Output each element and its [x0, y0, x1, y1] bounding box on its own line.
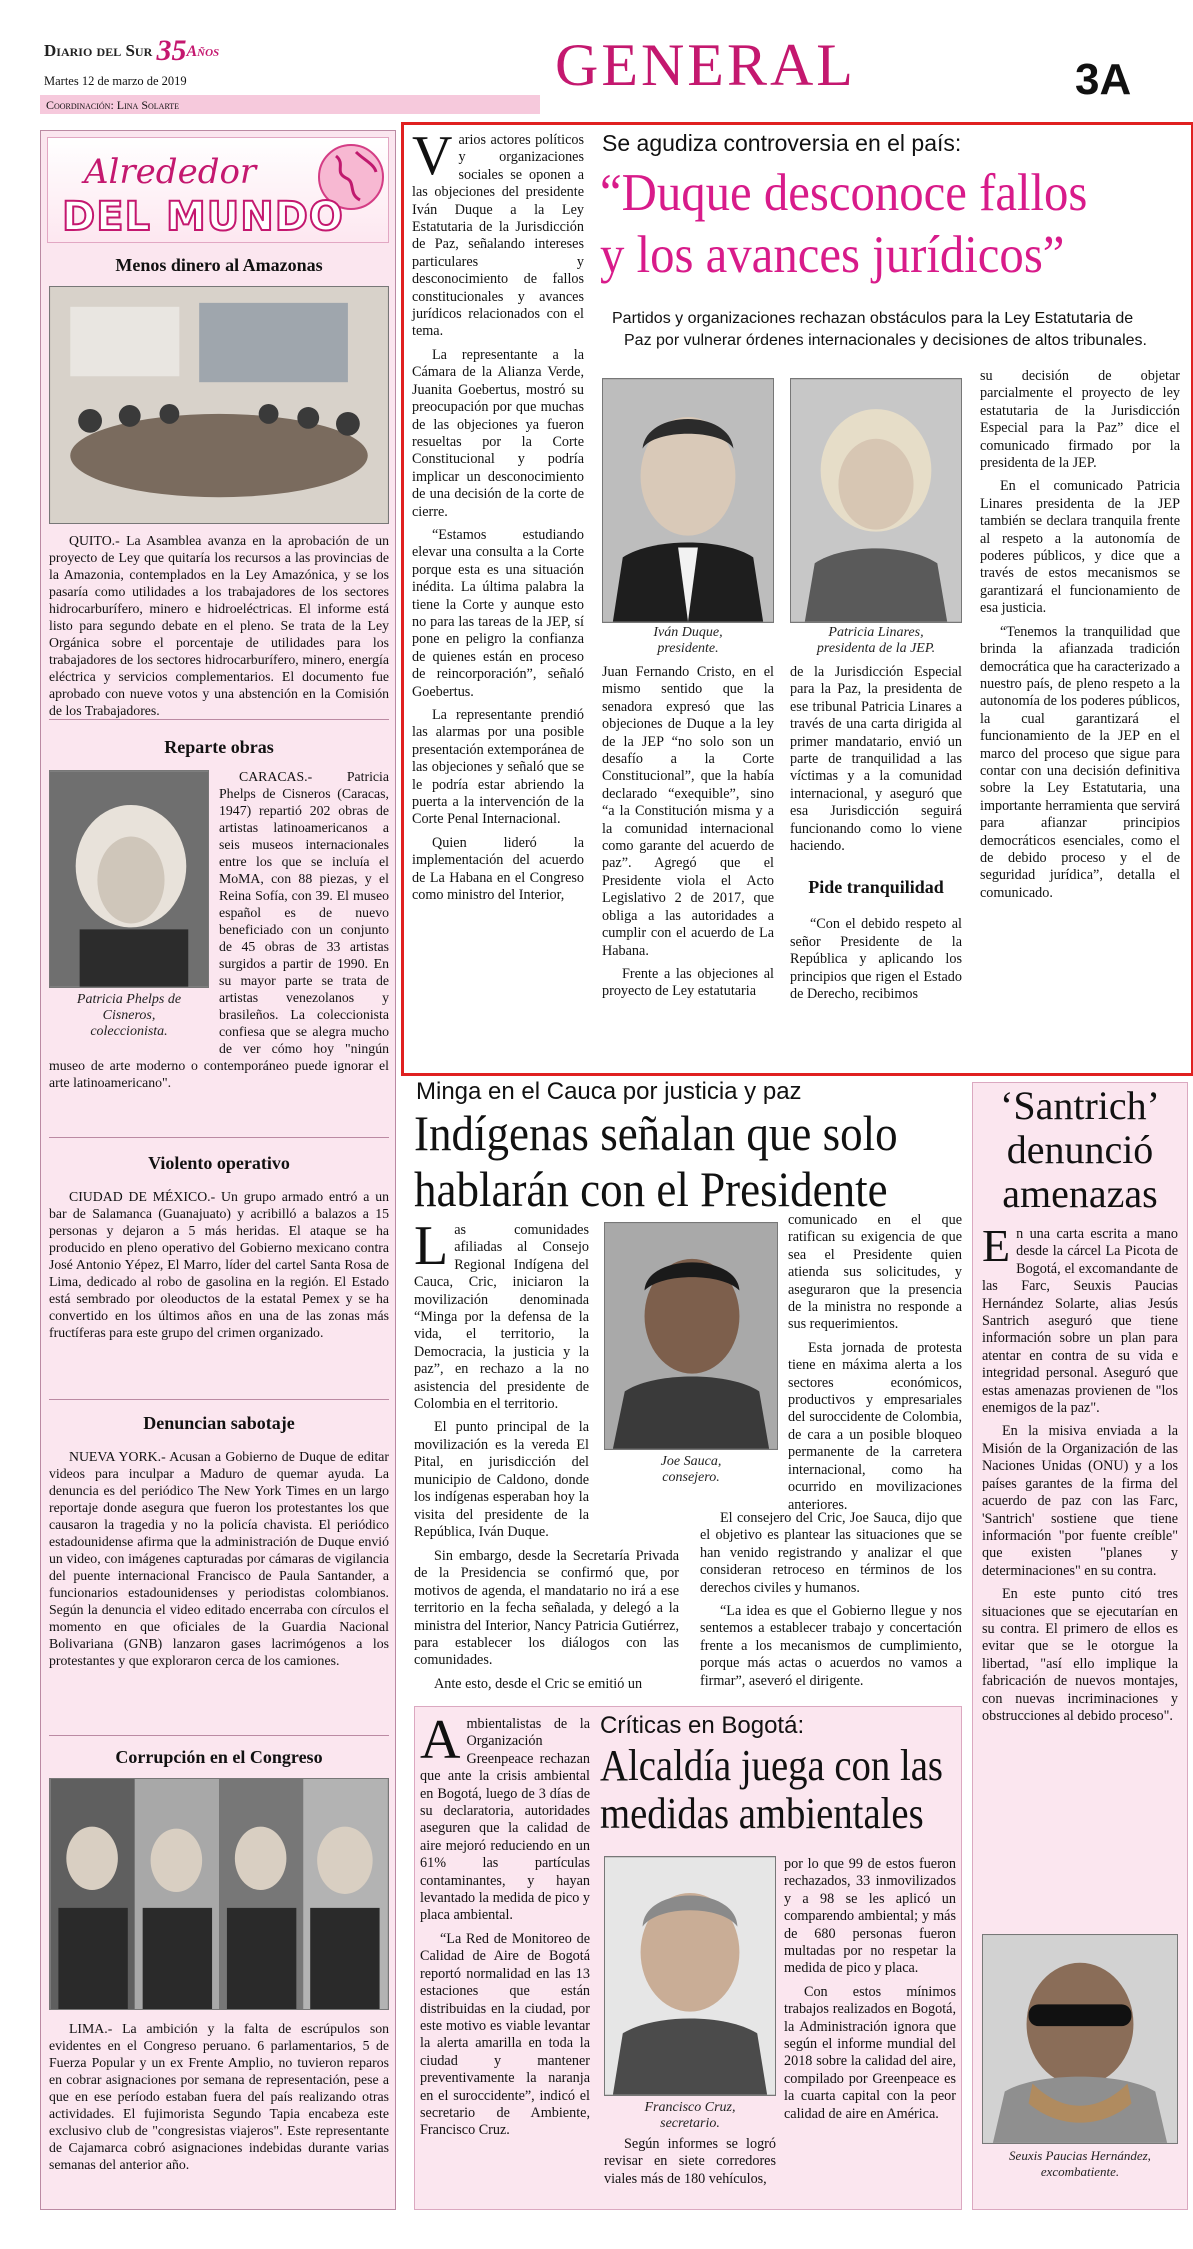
bogota-col-1 [604, 2136, 776, 2188]
cisneros-caption-2: coleccionista. [90, 1024, 168, 1039]
banner-script-title: Alrededor [84, 152, 257, 192]
lead-col-1 [412, 125, 584, 904]
lead-col1-p2: La representante a la Cámara de la Alianza Verde, Juanita Goebertus, mostró su preocupación por que muchas de las objeciones ya fueron resueltas por la Corte Constitucional y podría implicar un desconocimiento de una decisión de la corte de cierre. [412, 346, 584, 520]
sidebar-banner [47, 137, 389, 243]
bogota-col2-p1: por lo que 99 de estos fueron rechazados, 33 inmovilizados y a 98 se les aplicó un comparendo ambiental; y más de 680 personas fueron multadas por no respetar la medida de pico y placa. [784, 1856, 956, 1977]
santrich-p3: En este punto citó tres situaciones que se ejecutarían en su contra. El primero de ellos es evitar que se le otorgue la libertad, "así ello implique la fabricación de nuevos montajes, con nuevas incriminaciones y obstrucciones al debido proceso". [982, 1586, 1178, 1724]
bogota-headline-1: Alcaldía juega con las [600, 1741, 943, 1790]
bogota-col1-p1: Según informes se logró revisar en siete corredores viales más de 180 vehículos, [604, 2136, 776, 2187]
lead-subhead: Pide tranquilidad [808, 877, 944, 898]
cisneros-caption-1: Patricia Phelps de Cisneros, [76, 992, 182, 1023]
minga-col-1 [414, 1215, 589, 1541]
item-title-operativo: Violento operativo [148, 1153, 290, 1173]
item-text-congreso: LIMA.- La ambición y la falta de escrúpulos son evidentes en el Congreso peruano. 6 parlamentarios, 5 de Fuerza Popular y un ex Frente Amplio, no tuvieron reparos en cobrar asignaciones por semana de representación, pese a que en ese período estaban fuera del país realizando otras actividades. El fujimorista Segundo Tapia encabeza este exclusivo club de "congresistas viajeros". Este representante de Cajamarca cobró asignaciones indebidas durante varias semanas del anterior año. [49, 2021, 389, 2172]
lead-headline-1: “Duque desconoce fallos [600, 164, 1088, 222]
duque-caption-1: Iván Duque, [653, 625, 723, 640]
cruz-caption-1: Francisco Cruz, [644, 2100, 736, 2115]
section-title: GENERAL [555, 32, 856, 98]
lead-kicker: Se agudiza controversia en el país: [602, 130, 962, 156]
masthead-logo: Diario del Sur 35Años [44, 34, 220, 67]
cisneros-photo [49, 770, 209, 988]
sauca-caption-1: Joe Sauca, [660, 1454, 722, 1469]
minga-col1-p1: as comunidades afiliadas al Consejo Regional Indígena del Cauca, Cric, iniciaron la movilización denominada “Minga por la defensa de la vida, el territorio, la Democracia, la justicia y la paz”, en rechazo a la no asistencia del presidente de Colombia en el territorio. [414, 1222, 589, 1413]
item-text-operativo: CIUDAD DE MÉXICO.- Un grupo armado entró a un bar de Salamanca (Guanajuato) y acribilló a balazos a 15 personas y dejaron a 5 más heridas. El ataque se ha producido en pleno operativo del Gobierno mexicano contra José Antonio Yépez, El Marro, líder del cartel Santa Rosa de Lima, dedicado al robo de gasolina en la región. El Estado está sembrado por oleoductos de la estatal Pemex y se ha convertido en los últimos años en una de las zonas más fructíferas para este grupo del crimen organizado. [49, 1189, 389, 1340]
anniversary-word: Años [186, 43, 220, 60]
sidebar-around-world [40, 130, 396, 2210]
bogota-dropcap: A [420, 1709, 461, 1771]
santrich-headline-2: denunció [1006, 1127, 1154, 1172]
lead-col4-p1: su decisión de objetar parcialmente el proyecto de ley estatutaria de la Jurisdicción Especial para la Paz” dice el comunicado firmado por la presidenta de la JEP. [980, 368, 1180, 472]
issue-date: Martes 12 de marzo de 2019 [44, 74, 187, 88]
item-title-congreso: Corrupción en el Congreso [115, 1747, 323, 1767]
lead-col-2 [602, 664, 774, 1001]
lead-col3-p2: “Con el debido respeto al señor Presidente de la República y aplicando los principios que rigen el Estado de Derecho, recibimos [790, 916, 962, 1003]
minga-col2-p1: comunicado en el que ratifican su exigencia de que sea el Presidente quien atienda sus solicitudes, y aseguraron que la presencia de la ministra no responde a sus requerimientos. [788, 1212, 962, 1333]
linares-photo [790, 378, 962, 623]
minga-col2-p4: “La idea es que el Gobierno llegue y nos sentemos a establecer trabajo y concertación frente a los mecanismos de cumplimiento, porque más actas o acuerdos no vamos a firmar”, aseveró el dirigente. [700, 1603, 962, 1689]
bogota-col0-p1: mbientalistas de la Organización Greenpeace rechazan que ante la crisis ambiental en Bogotá, luego de 3 días de su declaratoria, autoridades aseguren que la calidad de aire mejoró reduciendo en un 61% las partículas contaminantes, y hayan levantado la medida de pico y placa ambiental. [420, 1716, 590, 1924]
bogota-col2-p2: Con estos mínimos trabajos realizados en Bogotá, la Administración ignora que según el informe mundial del 2018 sobre la calidad del aire, compilado por Greenpeace es la cuarta capital con la peor calidad de aire en América. [784, 1983, 956, 2122]
bogota-headline-2: medidas ambientales [600, 1789, 924, 1838]
page-number: 3A [1075, 55, 1132, 104]
assembly-photo [49, 286, 389, 524]
cruz-caption-2: secretario. [660, 2116, 720, 2131]
minga-kicker: Minga en el Cauca por justicia y paz [416, 1078, 802, 1105]
santrich-headline-1: ‘Santrich’ [1000, 1083, 1160, 1128]
santrich-headline-3: amenazas [1002, 1171, 1158, 1216]
divider-4 [49, 1735, 389, 1736]
lead-col4-p3: “Tenemos la tranquilidad que brinda la afianzada tradición democrática que ha caracterizado a nuestro país, de pleno respeto a la autonomía de los poderes públicos, la cual garantizará el funcionamiento de la JEP en el marco del proceso que sigue para contar con una decisión definitiva sobre la Ley Estatutaria, una importante herramienta que servirá para afianzar principios democráticos esenciales, como el de debido proceso y el de seguridad jurídica”, detalla el comunicado. [980, 623, 1180, 901]
bogota-col-2 [784, 1856, 956, 2123]
duque-caption-2: presidente. [657, 641, 719, 656]
bogota-kicker: Críticas en Bogotá: [600, 1712, 805, 1739]
item-text-sabotaje: NUEVA YORK.- Acusan a Gobierno de Duque de editar videos para inculpar a Maduro de quemar ayuda. La denuncia es del periódico The New York Times en un largo reportaje donde asegura que fueron los protestantes los que causaron la tragedia y no la policía chavista. El periódico estadounidense afirma que la administración de Duque envió un video, con imágenes capturadas por cámaras de vigilancia del puente internacional Francisco de Paula Santander, a funcionarios estadounidenses y periodistas colombianos. Según la denuncia el video editado encerraba con círculos el momento en que oficiales de la Guardia Nacional Bolivariana (GNB) lanzaron gases lacrimógenos a los protestantes y que exploraron cerca de los camiones. [49, 1449, 389, 1668]
minga-col-2-wide [700, 1510, 962, 1690]
divider-1 [49, 719, 389, 720]
santrich-p1: n una carta escrita a mano desde la cárcel La Picota de Bogotá, el excomandante de las Farc, Seuxis Paucias Hernández Solarte, alias Jesús Santrich aseguró que tiene información sobre un plan para atentar en contra de su vida e integridad personal. Aseguró que estas amenazas provienen de "los enemigos de la paz". [982, 1226, 1178, 1417]
lead-col3-p1: de la Jurisdicción Especial para la Paz, la presidenta de ese tribunal Patricia Linares a través de una carta dirigida al primer mandatario, envió un parte de tranquilidad a las víctimas y a la comunidad internacional, y aseguró que esa Jurisdicción seguirá funcionando como lo viene haciendo. [790, 664, 962, 855]
item-title-obras: Reparte obras [164, 737, 274, 757]
bogota-col-0 [420, 1709, 590, 2140]
minga-col-1-wide [414, 1548, 679, 1693]
santrich-dropcap: E [982, 1220, 1011, 1271]
lead-col-3 [790, 664, 962, 1004]
santrich-caption-2: excombatiente. [1040, 2164, 1120, 2179]
bogota-col0-p2: “La Red de Monitoreo de Calidad de Aire de Bogotá reportó normalidad en las 13 estaciones que están distribuidas en la ciudad, por este motivo es viable levantar la alerta amarilla en toda la ciudad y mantener preventivamente la naranja en el suroccidente”, indicó el secretario de Ambiente, Francisco Cruz. [420, 1930, 590, 2139]
sauca-caption-2: consejero. [662, 1470, 720, 1485]
lead-col1-p4: La representante prendió las alarmas por una posible presentación extemporánea de las objeciones y señaló que se le podría estar abriendo la puerta a la intervención de la Corte Penal Internacional. [412, 707, 584, 828]
duque-photo [602, 378, 774, 623]
item-text-obras: CARACAS.- Patricia Phelps de Cisneros (Caracas, 1947) repartió 202 obras de artistas latinoamericanos a seis museos internacionales entre los que se incluía el MoMA, con 88 piezas, y el Reina Sofía, con 39. El museo español es de nuevo beneficiado con un conjunto de 45 obras de 33 artistas surgidos a partir de 1990. En su mayor parte se trata de artistas venezolanos y brasileños. La coleccionista confiesa que se alegra mucho de ver cómo hoy "ningún museo de arte moderno o contemporáneo puede ignorar el arte latinoamericano". [49, 769, 389, 1090]
item-title-sabotaje: Denuncian sabotaje [143, 1413, 295, 1433]
lead-deck-2: Paz por vulnerar órdenes internacionales y decisiones de altos tribunales. [624, 332, 1147, 349]
santrich-photo [982, 1934, 1178, 2144]
minga-col2-p2: Esta jornada de protesta tiene en máxima alerta a los sectores económicos, productivos y empresariales del suroccidente de Colombia, de cara a un posible bloqueo permanente de la carretera internacional, como ha ocurrido en movilizaciones anteriores. [788, 1339, 962, 1513]
lead-col1-p1: arios actores políticos y organizaciones sociales se oponen a las objeciones del presidente Iván Duque a la Ley Estatutaria de la Jurisdicción de Paz, señalando intereses particulares y desconocimiento de fallos constitucionales y avances jurídicos relacionados con el tema. [412, 132, 584, 340]
congress-photo [49, 1778, 389, 2010]
minga-col1-p3: Sin embargo, desde la Secretaría Privada de la Presidencia se confirmó que, por motivos de agenda, el mandatario no irá a ese territorio en la fecha señalada, y delegó a la ministra del Interior, Nancy Patricia Gutiérrez, para establecer los diálogos con las comunidades. [414, 1548, 679, 1669]
minga-col-2 [788, 1212, 962, 1514]
linares-caption-2: presidenta de la JEP. [816, 641, 936, 656]
minga-col1-p2: El punto principal de la movilización es la vereda El Pital, en jurisdicción del municipio de Caldono, donde los indígenas esperaban hoy la visita del presidente de la República, Iván Duque. [414, 1419, 589, 1540]
santrich-body [982, 1220, 1178, 1725]
santrich-caption-1: Seuxis Paucias Hernández, [1009, 2148, 1151, 2163]
minga-dropcap: L [414, 1215, 449, 1277]
masthead [0, 0, 1193, 118]
coordination-label: Coordinación: Lina Solarte [46, 98, 180, 112]
minga-col2-p3: El consejero del Cric, Joe Sauca, dijo que el objetivo es plantear las situaciones que se han venido registrando y analizar el que consideran retroceso en términos de los derechos civiles y humanos. [700, 1510, 962, 1596]
minga-headline-1: Indígenas señalan que solo [414, 1105, 898, 1161]
santrich-p2: En la misiva enviada a la Misión de la Organización de las Naciones Unidas (ONU) y a los países garantes de la firma del acuerdo de paz con las Farc, 'Santrich' sostiene que tiene información "por fuente creíble" que existen "planes y determinaciones" en su contra. [982, 1423, 1178, 1579]
item-title-amazonas: Menos dinero al Amazonas [115, 255, 323, 275]
banner-title: DEL MUNDO [62, 194, 344, 240]
minga-col1-p4: Ante esto, desde el Cric se emitió un [434, 1675, 643, 1692]
lead-col-4 [980, 368, 1180, 902]
lead-col1-p3: “Estamos estudiando elevar una consulta a la Corte porque esta es una situación inédita. La última palabra la tiene la Corte y aunque esto no para las tareas de la JEP, sí pone en peligro la confianza de quienes están en proceso de reincorporación”, señaló Goebertus. [412, 526, 584, 700]
item-text-amazonas: QUITO.- La Asamblea avanza en la aprobación de un proyecto de Ley que quitaría los recursos a las provincias de la Amazonia, contemplados en la Ley Amazónica, y se los pasaría como utilidades a los trabajadores de los sectores hidrocarburífero, minero e hidroeléctricas. El informe está listo para segundo debate en el pleno. Se trata de la Ley Orgánica sobre el porcentaje de utilidades para los trabajadores de los sectores hidrocarburífero, minero, energía eléctrica y servicios complementarios. El documento fue aprobado con nueve votos y una abstención en la Comisión de los Trabajadores. [49, 533, 389, 718]
lead-headline-2: y los avances jurídicos” [600, 226, 1065, 284]
lead-dropcap: V [412, 125, 453, 187]
lead-col4-p2: En el comunicado Patricia Linares presidenta de la JEP también se declara tranquila frente al respeto a la autonomía de poderes públicos, y dice que a través de estos mecanismos se garantizará el funcionamiento de esa justicia. [980, 478, 1180, 617]
lead-deck-1: Partidos y organizaciones rechazan obstáculos para la Ley Estatutaria de [612, 310, 1134, 327]
minga-headline-2: hablarán con el Presidente [414, 1161, 888, 1217]
anniversary-number: 35 [156, 34, 187, 67]
lead-col2-p1: Juan Fernando Cristo, en el mismo sentido que la senadora expresó que las objeciones de Duque a la ley de la JEP “no solo son un desafío a la Corte Constitucional”, que la había declarado “exequible”, sino “a la Constitución misma y a la comunidad internacional como garante del acuerdo de paz”. Agregó que el Presidente viola el Acto Legislativo 2 de 2017, que obliga a las autoridades a cumplir con el acuerdo de La Habana. [602, 664, 774, 959]
sauca-photo [604, 1222, 778, 1450]
divider-2 [49, 1137, 389, 1138]
lead-col2-p2: Frente a las objeciones al proyecto de Ley estatutaria [602, 965, 774, 1000]
linares-caption-1: Patricia Linares, [828, 625, 924, 640]
cruz-photo [604, 1856, 776, 2096]
divider-3 [49, 1399, 389, 1400]
lead-col1-p5: Quien lideró la implementación del acuerdo de La Habana en el Congreso como ministro del Interior, [412, 834, 584, 904]
